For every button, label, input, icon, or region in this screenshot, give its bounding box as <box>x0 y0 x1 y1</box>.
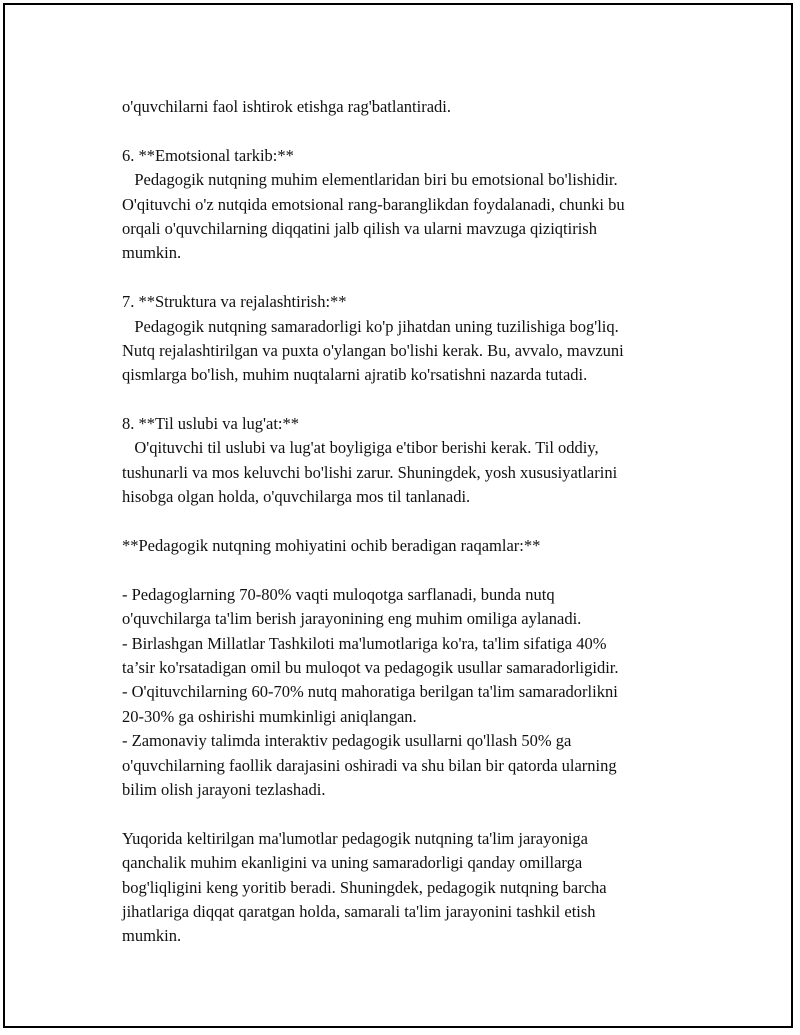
section-line: O'qituvchi o'z nutqida emotsional rang-baranglikdan foydalanadi, chunki bu <box>122 194 625 214</box>
conclusion-paragraph <box>122 827 692 949</box>
conclusion-line: mumkin. <box>122 926 182 946</box>
section-line: Pedagogik nutqning samaradorligi ko'p jihatdan uning tuzilishiga bog'liq. <box>122 316 619 336</box>
section-heading: 6. **Emotsional tarkib:** <box>122 145 294 165</box>
intro-line: o'quvchilarni faol ishtirok etishga rag'batlantiradi. <box>122 97 451 116</box>
section-line: hisobga olgan holda, o'quvchilarga mos til tanlanadi. <box>122 487 471 507</box>
section-line: qismlarga bo'lish, muhim nuqtalarni ajratib ko'rsatishni nazarda tutadi. <box>122 365 588 385</box>
section-line: Nutq rejalashtirilgan va puxta o'ylangan bo'lishi kerak. Bu, avvalo, mavzuni <box>122 340 624 360</box>
section-language-style <box>122 412 692 510</box>
bullet-line: - Pedagoglarning 70-80% vaqti muloqotga sarflanadi, bunda nutq <box>122 584 555 604</box>
bullet-line: o'quvchilarning faollik darajasini oshiradi va shu bilan bir qatorda ularning <box>122 755 617 775</box>
bullet-line: - Birlashgan Millatlar Tashkiloti ma'lumotlariga ko'ra, ta'lim sifatiga 40% <box>122 633 607 653</box>
bullet-line: 20-30% ga oshirishi mumkinligi aniqlangan. <box>122 706 417 726</box>
bullet-line: - Zamonaviy talimda interaktiv pedagogik usullarni qo'llash 50% ga <box>122 731 572 751</box>
section-line: mumkin. <box>122 243 182 263</box>
section-emotional <box>122 144 692 266</box>
conclusion-line: qanchalik muhim ekanligini va uning samaradorligi qanday omillarga <box>122 853 583 873</box>
section-heading: 7. **Struktura va rejalashtirish:** <box>122 292 347 312</box>
bullet-item <box>122 583 692 632</box>
bullet-line: ta’sir ko'rsatadigan omil bu muloqot va pedagogik usullar samaradorligidir. <box>122 657 619 677</box>
document-body <box>122 95 692 949</box>
conclusion-line: bog'liqligini keng yoritib beradi. Shuningdek, pedagogik nutqning barcha <box>122 877 607 897</box>
paragraph-gap <box>122 558 692 582</box>
paragraph-gap <box>122 510 692 534</box>
section-line: orqali o'quvchilarning diqqatini jalb qilish va ularni mavzuga qiziqtirish <box>122 218 597 238</box>
bullet-item <box>122 680 692 729</box>
section-heading: 8. **Til uslubi va lug'at:** <box>122 414 300 434</box>
bullet-item <box>122 729 692 802</box>
section-line: Pedagogik nutqning muhim elementlaridan biri bu emotsional bo'lishidir. <box>122 170 618 190</box>
bullet-line: - O'qituvchilarning 60-70% nutq mahoratiga berilgan ta'lim samaradorlikni <box>122 682 618 702</box>
bullet-line: bilim olish jarayoni tezlashadi. <box>122 779 326 799</box>
section-line: O'qituvchi til uslubi va lug'at boyligiga e'tibor berishi kerak. Til oddiy, <box>122 438 599 458</box>
bullet-item <box>122 632 692 681</box>
document-page <box>3 3 793 1028</box>
paragraph-gap <box>122 119 692 143</box>
paragraph-gap <box>122 266 692 290</box>
numbers-heading: **Pedagogik nutqning mohiyatini ochib beradigan raqamlar:** <box>122 536 541 556</box>
section-line: tushunarli va mos keluvchi bo'lishi zarur. Shuningdek, yosh xususiyatlarini <box>122 462 618 482</box>
bullet-line: o'quvchilarga ta'lim berish jarayonining eng muhim omiliga aylanadi. <box>122 609 582 629</box>
bullet-list <box>122 583 692 803</box>
conclusion-line: Yuqorida keltirilgan ma'lumotlar pedagogik nutqning ta'lim jarayoniga <box>122 828 589 848</box>
paragraph-gap <box>122 388 692 412</box>
section-structure <box>122 290 692 388</box>
paragraph-gap <box>122 802 692 826</box>
conclusion-line: jihatlariga diqqat qaratgan holda, samarali ta'lim jarayonini tashkil etish <box>122 901 596 921</box>
